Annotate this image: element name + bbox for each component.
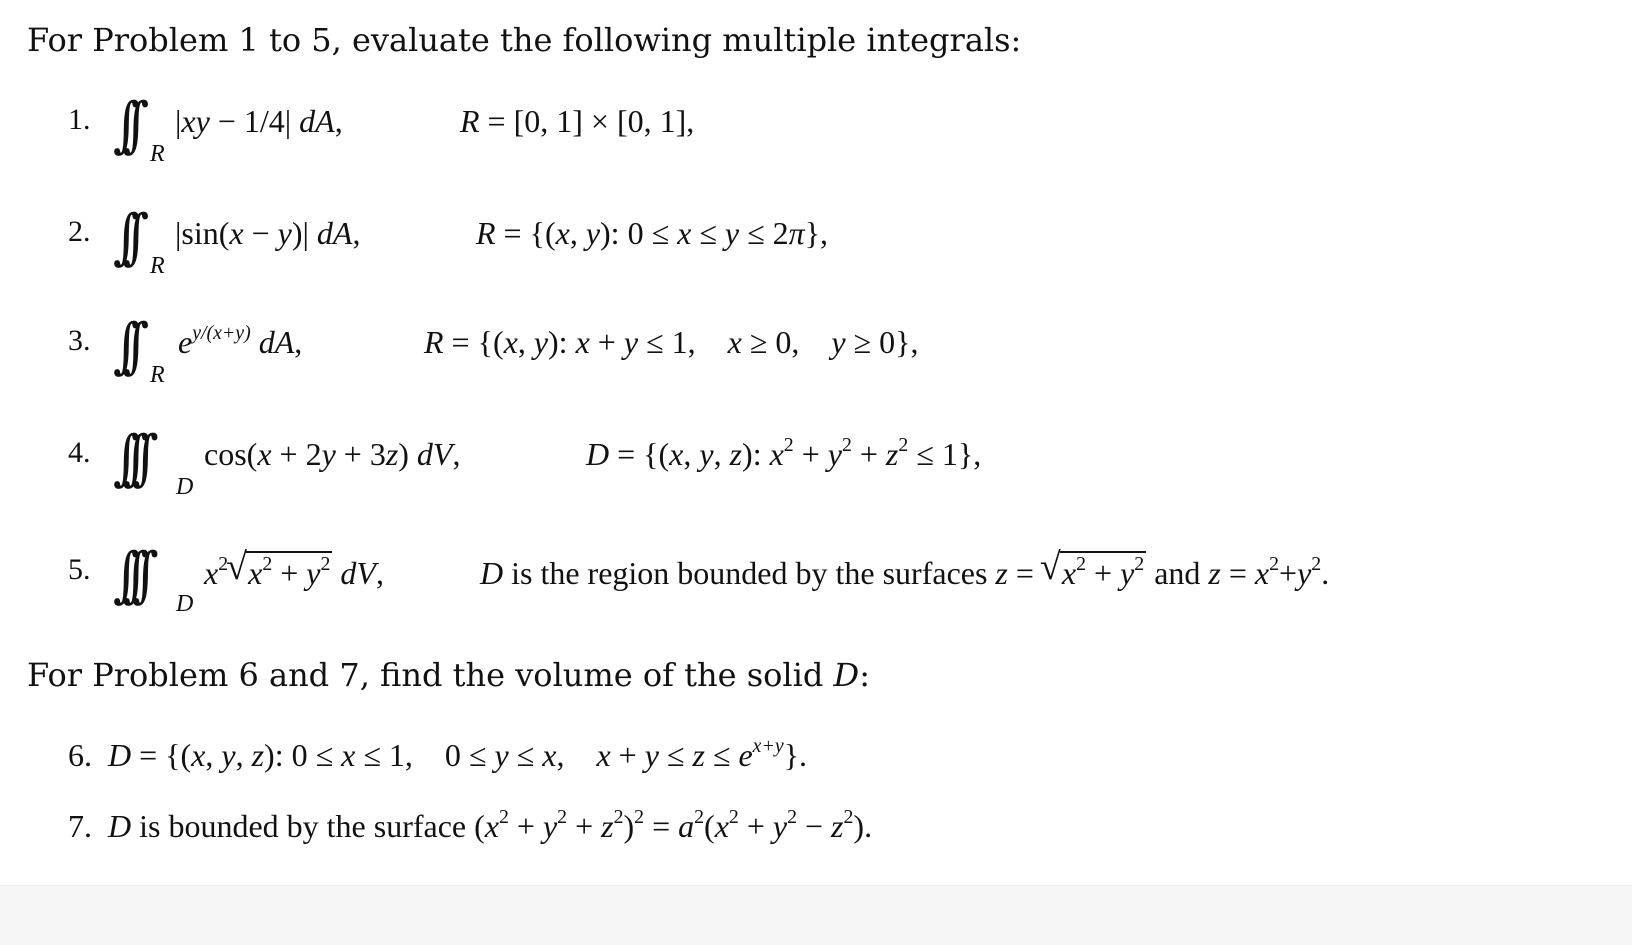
- integral-subscript: D: [176, 474, 194, 500]
- integrand: $e^{y/(x+y)}$ dA,: [178, 322, 303, 360]
- double-integral-symbol: ∫∫: [113, 202, 133, 272]
- problem-number: 3.: [68, 324, 91, 357]
- region-definition: R = {(x, y): 0 ≤ x ≤ y ≤ 2π},: [476, 215, 829, 251]
- double-integral-symbol: ∫∫: [113, 311, 133, 381]
- integrand: cos(x + 2y + 3z) dV,: [204, 436, 461, 472]
- heading-problems-1-5: For Problem 1 to 5, evaluate the following multiple integrals:: [27, 21, 1022, 59]
- integral-subscript: D: [176, 591, 194, 617]
- integral-subscript: R: [150, 253, 165, 279]
- heading-problems-6-7: For Problem 6 and 7, find the volume of the solid D:: [27, 656, 870, 694]
- integrand: |sin(x − y)| dA,: [175, 215, 361, 251]
- problem-6: [68, 735, 807, 775]
- problem-text: D = {(x, y, z): 0 ≤ x ≤ 1, 0 ≤ y ≤ x, $x + y \le z \le e^{x+y}$}.: [108, 735, 808, 773]
- problem-number: 7.: [68, 808, 92, 844]
- region-definition: R = [0, 1] × [0, 1],: [460, 103, 695, 139]
- problem-5: [68, 535, 1628, 635]
- problem-2: [68, 197, 1628, 297]
- problem-text: D is bounded by the surface $(x^2 + y^2 + z^2)^2 = a^2(x^2 + y^2 - z^2)$.: [108, 806, 873, 844]
- triple-integral-symbol: ∫∫∫: [113, 423, 142, 493]
- integrand: |xy − 1/4| dA,: [175, 103, 343, 139]
- problem-1: [68, 85, 1628, 185]
- problem-number: 6.: [68, 737, 92, 773]
- problem-4: [68, 420, 1628, 520]
- problem-number: 1.: [68, 103, 91, 136]
- problem-number: 2.: [68, 215, 91, 248]
- problem-3: [68, 308, 1628, 408]
- problem-7: [68, 806, 872, 846]
- region-definition: R = {(x, y): x + y ≤ 1, x ≥ 0, y ≥ 0},: [424, 324, 919, 360]
- integral-subscript: R: [150, 362, 165, 388]
- region-definition: D = {(x, y, z): $x^2 + y^2 + z^2 \le 1$},: [586, 434, 982, 472]
- bottom-fade-bar: [0, 885, 1632, 945]
- integral-subscript: R: [150, 141, 165, 167]
- region-definition: D is the region bounded by the surfaces z = √ $x^2 + y^2$ and $z = x^2+y^2$.: [480, 551, 1329, 593]
- problem-number: 4.: [68, 436, 91, 469]
- problem-number: 5.: [68, 553, 91, 586]
- double-integral-symbol: ∫∫: [113, 90, 133, 160]
- triple-integral-symbol: ∫∫∫: [113, 540, 142, 610]
- integrand: $x^2√$ $x^2 + y^2$ dV,: [204, 551, 384, 593]
